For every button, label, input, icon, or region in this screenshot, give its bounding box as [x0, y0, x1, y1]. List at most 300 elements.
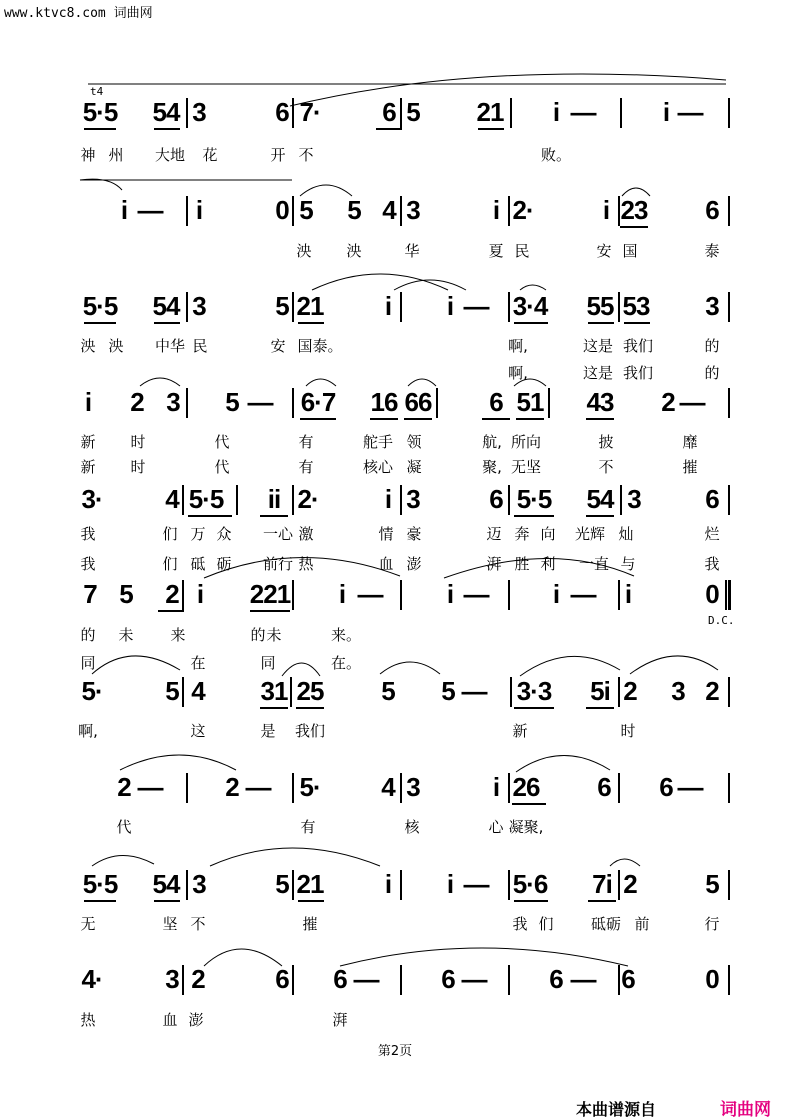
lyric: 我 — [80, 525, 96, 543]
note: 2 — [623, 676, 637, 706]
lyric: 啊, — [508, 337, 528, 355]
barline — [728, 965, 730, 995]
note: 3 — [192, 291, 206, 321]
barline — [186, 388, 188, 418]
lyric: 光辉 — [574, 525, 606, 543]
note: 54 — [152, 869, 180, 899]
note: 21 — [476, 97, 504, 127]
note: 4 — [382, 195, 396, 225]
lyric: 行 — [704, 915, 720, 933]
note: 53 — [622, 291, 650, 321]
lyric: 同 — [260, 654, 276, 672]
note: — — [137, 772, 163, 802]
note: 54 — [152, 291, 180, 321]
note: 6 — [382, 97, 396, 127]
note: 5· — [81, 676, 103, 706]
lyric: 州 — [108, 146, 124, 164]
note: — — [137, 195, 163, 225]
source-label: 本曲谱源自 — [576, 1100, 657, 1119]
barline — [728, 388, 730, 418]
lyric: 未 — [118, 626, 134, 644]
note: 25 — [296, 676, 324, 706]
note: 2 — [225, 772, 239, 802]
underline — [260, 515, 288, 517]
lyric: 的 — [704, 364, 720, 382]
lyric: 民 — [514, 242, 530, 260]
barline — [400, 773, 402, 803]
barline — [728, 677, 730, 707]
lyric: 夏 — [488, 242, 504, 260]
barline — [728, 870, 730, 900]
lyric: 航, — [482, 433, 502, 451]
underline — [514, 515, 554, 517]
lyric: 烂 — [704, 525, 720, 543]
barline — [620, 98, 622, 128]
note: 51 — [516, 387, 544, 417]
barline — [508, 485, 510, 515]
note: 6·7 — [300, 387, 336, 417]
site-logo[interactable]: 词曲网 — [720, 1100, 771, 1120]
site-header: www.ktvc8.com 词曲网 — [4, 6, 153, 21]
underline — [298, 900, 324, 902]
note: 7i — [592, 869, 612, 899]
dc-marking: D.C. — [708, 614, 735, 627]
lyric: 胜 — [514, 555, 530, 573]
lyric: 华 — [404, 242, 420, 260]
underline — [188, 515, 232, 517]
barline — [182, 965, 184, 995]
lyric: 泰 — [704, 242, 720, 260]
note: 6 — [705, 484, 719, 514]
barline — [548, 388, 550, 418]
slur — [516, 755, 610, 772]
note: 6 — [659, 772, 673, 802]
note: 4 — [165, 484, 179, 514]
note: 5 — [406, 97, 420, 127]
note: i — [120, 195, 128, 225]
note: 3 — [406, 195, 420, 225]
lyric: 核 — [404, 818, 420, 836]
underline — [158, 610, 184, 612]
lyric: 安 — [270, 337, 286, 355]
barline — [508, 580, 510, 610]
note: — — [245, 772, 271, 802]
lyric: 摧 — [302, 915, 318, 933]
lyric: 有 — [298, 458, 314, 476]
lyric: 新 — [80, 458, 96, 476]
lyric: 安 — [596, 242, 612, 260]
lyric: 时 — [130, 458, 146, 476]
underline — [514, 707, 554, 709]
note: i — [338, 579, 346, 609]
barline — [292, 98, 294, 128]
lyric: 新 — [512, 722, 528, 740]
note: 6 — [549, 964, 563, 994]
lyric: 血 — [378, 555, 394, 573]
note: 5 — [299, 195, 313, 225]
underline — [586, 418, 614, 420]
underline — [588, 322, 614, 324]
slur — [312, 274, 448, 290]
note: — — [353, 964, 379, 994]
underline — [624, 322, 650, 324]
lyric: 热 — [80, 1011, 96, 1029]
note: — — [461, 964, 487, 994]
underline — [298, 322, 324, 324]
barline — [400, 98, 402, 128]
note: 7 — [83, 579, 97, 609]
lyric: 我们 — [294, 722, 326, 740]
note: i — [384, 869, 392, 899]
underline — [300, 418, 336, 420]
section-marker: t4 — [90, 85, 104, 98]
barline — [292, 870, 294, 900]
lyric: 万 — [190, 525, 206, 543]
barline — [510, 98, 512, 128]
barline — [508, 292, 510, 322]
slur — [210, 848, 380, 866]
lyric: 开 — [270, 146, 286, 164]
note: 21 — [296, 869, 324, 899]
note: 16 — [370, 387, 398, 417]
lyric: 们 — [162, 525, 178, 543]
underline — [370, 418, 398, 420]
barline — [292, 388, 294, 418]
lyric: 国泰。 — [297, 337, 343, 355]
barline — [236, 485, 238, 515]
note: i — [446, 291, 454, 321]
note: 0 — [705, 964, 719, 994]
barline — [510, 677, 512, 707]
note: i — [196, 579, 204, 609]
note: 26 — [512, 772, 540, 802]
lyric: 有 — [300, 818, 316, 836]
underline — [514, 322, 548, 324]
underline — [84, 900, 116, 902]
lyric: 凝聚, — [508, 818, 544, 836]
lyric: 来 — [170, 626, 186, 644]
lyric: 不 — [298, 146, 314, 164]
underline — [260, 707, 288, 709]
lyric: 代 — [214, 458, 230, 476]
barline — [292, 773, 294, 803]
lyric: 大地 — [154, 146, 186, 164]
note: 5 — [275, 291, 289, 321]
lyric: 凝 — [406, 458, 422, 476]
note: i — [84, 387, 92, 417]
barline — [728, 98, 730, 128]
lyric: 无 — [80, 915, 96, 933]
page-number: 第2页 — [377, 1044, 413, 1059]
lyric: 代 — [116, 818, 132, 836]
lyric: 在。 — [330, 654, 362, 672]
lyric: 澎 — [188, 1011, 204, 1029]
note: ii — [267, 484, 281, 514]
note: 3 — [406, 772, 420, 802]
underline — [376, 128, 402, 130]
note: 0 — [705, 579, 719, 609]
note: i — [446, 579, 454, 609]
barline — [400, 870, 402, 900]
note: 3 — [192, 869, 206, 899]
barline — [186, 196, 188, 226]
lyric: 泱 — [80, 337, 96, 355]
lyric: 民 — [192, 337, 208, 355]
lyric: 摧 — [682, 458, 698, 476]
note: 2· — [512, 195, 534, 225]
underline — [250, 610, 290, 612]
lyric: 时 — [130, 433, 146, 451]
lyric: 我们 — [622, 337, 654, 355]
barline — [436, 388, 438, 418]
lyric: 湃 — [486, 555, 502, 573]
note: 5·5 — [188, 484, 224, 514]
lyric: 砥砺 — [590, 915, 622, 933]
lyric: 血 — [162, 1011, 178, 1029]
barline — [182, 485, 184, 515]
underline — [154, 128, 180, 130]
barline — [292, 965, 294, 995]
note: i — [602, 195, 610, 225]
note: — — [570, 964, 596, 994]
barline — [186, 98, 188, 128]
lyric: 所向 — [510, 433, 542, 451]
barline — [400, 292, 402, 322]
note: 54 — [586, 484, 614, 514]
lyric: 坚 — [162, 915, 178, 933]
underline — [512, 803, 546, 805]
note: 3 — [165, 964, 179, 994]
barline — [728, 485, 730, 515]
lyric: 泱 — [346, 242, 362, 260]
note: 55 — [586, 291, 614, 321]
lyric: 无坚 — [510, 458, 542, 476]
note: 6 — [441, 964, 455, 994]
note: i — [662, 97, 670, 127]
lyric: 聚, — [482, 458, 502, 476]
note: 54 — [152, 97, 180, 127]
lyric: 灿 — [618, 525, 634, 543]
note: 2 — [130, 387, 144, 417]
lyric: 核心 — [362, 458, 394, 476]
note: 2 — [191, 964, 205, 994]
lyric: 与 — [620, 555, 636, 573]
lyric: 神 — [80, 146, 96, 164]
barline — [182, 580, 184, 610]
barline — [186, 773, 188, 803]
note: 2 — [117, 772, 131, 802]
underline — [482, 418, 510, 420]
note: 3 — [627, 484, 641, 514]
note: 5 — [347, 195, 361, 225]
lyric: 热 — [298, 555, 314, 573]
note: 3 — [705, 291, 719, 321]
lyric: 砺 — [216, 555, 232, 573]
barline — [400, 196, 402, 226]
underline — [586, 707, 614, 709]
note: 5 — [705, 869, 719, 899]
barline — [618, 773, 620, 803]
underline — [404, 418, 432, 420]
note: 2 — [705, 676, 719, 706]
note: 6 — [489, 387, 503, 417]
note: 6 — [489, 484, 503, 514]
note: — — [461, 676, 487, 706]
note: i — [552, 97, 560, 127]
lyric: 心 — [488, 818, 504, 836]
note: i — [446, 869, 454, 899]
note: 0 — [275, 195, 289, 225]
note: — — [570, 97, 596, 127]
lyric: 啊, — [508, 364, 528, 382]
note: — — [679, 387, 705, 417]
note: 5 — [275, 869, 289, 899]
note: 3· — [81, 484, 103, 514]
barline — [182, 677, 184, 707]
lyric: 有 — [298, 433, 314, 451]
lyric: 激 — [298, 525, 314, 543]
note: 6 — [705, 195, 719, 225]
note: i — [552, 579, 560, 609]
note: 31 — [260, 676, 288, 706]
note: 3·4 — [512, 291, 548, 321]
note: 3 — [671, 676, 685, 706]
lyric: 在 — [190, 654, 206, 672]
note: 2 — [661, 387, 675, 417]
lyric: 国 — [622, 242, 638, 260]
note: 5 — [225, 387, 239, 417]
lyric: 败。 — [540, 146, 572, 164]
lyric: 我 — [80, 555, 96, 573]
note: 2 — [623, 869, 637, 899]
barline — [508, 196, 510, 226]
barline — [508, 965, 510, 995]
barline — [508, 773, 510, 803]
barline — [292, 292, 294, 322]
note: 2 — [165, 579, 179, 609]
note: i — [492, 772, 500, 802]
lyric: 迈 — [486, 525, 502, 543]
note: 5 — [165, 676, 179, 706]
note: 21 — [296, 291, 324, 321]
barline — [618, 580, 620, 610]
lyric: 领 — [406, 433, 422, 451]
lyric: 我 — [512, 915, 528, 933]
lyric: 同 — [80, 654, 96, 672]
barline — [728, 773, 730, 803]
note: 3 — [406, 484, 420, 514]
lyric: 的 — [80, 626, 96, 644]
note: 2· — [297, 484, 319, 514]
note: 66 — [404, 387, 432, 417]
barline — [728, 196, 730, 226]
note: 3·3 — [516, 676, 552, 706]
note: 6 — [597, 772, 611, 802]
barline — [186, 292, 188, 322]
note: i — [384, 291, 392, 321]
lyric: 们 — [162, 555, 178, 573]
note: 4 — [191, 676, 205, 706]
underline — [588, 900, 616, 902]
lyric: 我 — [704, 555, 720, 573]
slur — [394, 280, 466, 290]
lyric: 豪 — [406, 525, 422, 543]
barline — [292, 580, 294, 610]
underline — [84, 128, 116, 130]
note: 221 — [249, 579, 291, 609]
lyric: 这是 — [582, 364, 614, 382]
barline — [292, 485, 294, 515]
note: i — [492, 195, 500, 225]
lyric: 披 — [598, 433, 614, 451]
lyric: 来。 — [330, 626, 362, 644]
note: 5·5 — [516, 484, 552, 514]
lyric: 不 — [598, 458, 614, 476]
note: — — [463, 579, 489, 609]
lyric: 砥 — [190, 555, 206, 573]
lyric: 的 — [704, 337, 720, 355]
note: 6 — [275, 964, 289, 994]
lyric: 这 — [190, 722, 206, 740]
barline — [508, 870, 510, 900]
underline — [296, 707, 324, 709]
lyric: 不 — [190, 915, 206, 933]
note: 23 — [620, 195, 648, 225]
lyric: 代 — [214, 433, 230, 451]
barline — [290, 677, 292, 707]
barline — [292, 196, 294, 226]
lyric: 们 — [538, 915, 554, 933]
lyric: 舵手 — [362, 433, 394, 451]
note: 5·6 — [512, 869, 548, 899]
underline — [516, 418, 544, 420]
note: 5 — [441, 676, 455, 706]
barline — [618, 965, 620, 995]
note: 6 — [621, 964, 635, 994]
note: 5i — [590, 676, 610, 706]
lyric: 新 — [80, 433, 96, 451]
lyric: 湃 — [332, 1011, 348, 1029]
lyric: 是 — [260, 722, 276, 740]
note: 4 — [381, 772, 395, 802]
underline — [154, 900, 180, 902]
slur — [120, 755, 236, 770]
note: — — [247, 387, 273, 417]
lyric: 这是 — [582, 337, 614, 355]
barline — [400, 580, 402, 610]
barline — [618, 292, 620, 322]
note: 5·5 — [82, 869, 118, 899]
barline — [620, 485, 622, 515]
slur — [610, 859, 640, 866]
note: — — [570, 579, 596, 609]
note: — — [677, 97, 703, 127]
note: 5 — [381, 676, 395, 706]
slur — [92, 855, 154, 866]
note: 5·5 — [82, 97, 118, 127]
lyric: 向 — [540, 525, 556, 543]
note: i — [624, 579, 632, 609]
note: — — [677, 772, 703, 802]
note: 7· — [299, 97, 321, 127]
lyric: 前行 — [262, 555, 294, 573]
note: i — [195, 195, 203, 225]
lyric: 众 — [216, 525, 232, 543]
note: — — [463, 869, 489, 899]
note: 5· — [299, 772, 321, 802]
note: — — [357, 579, 383, 609]
lyric: 奔 — [514, 525, 530, 543]
